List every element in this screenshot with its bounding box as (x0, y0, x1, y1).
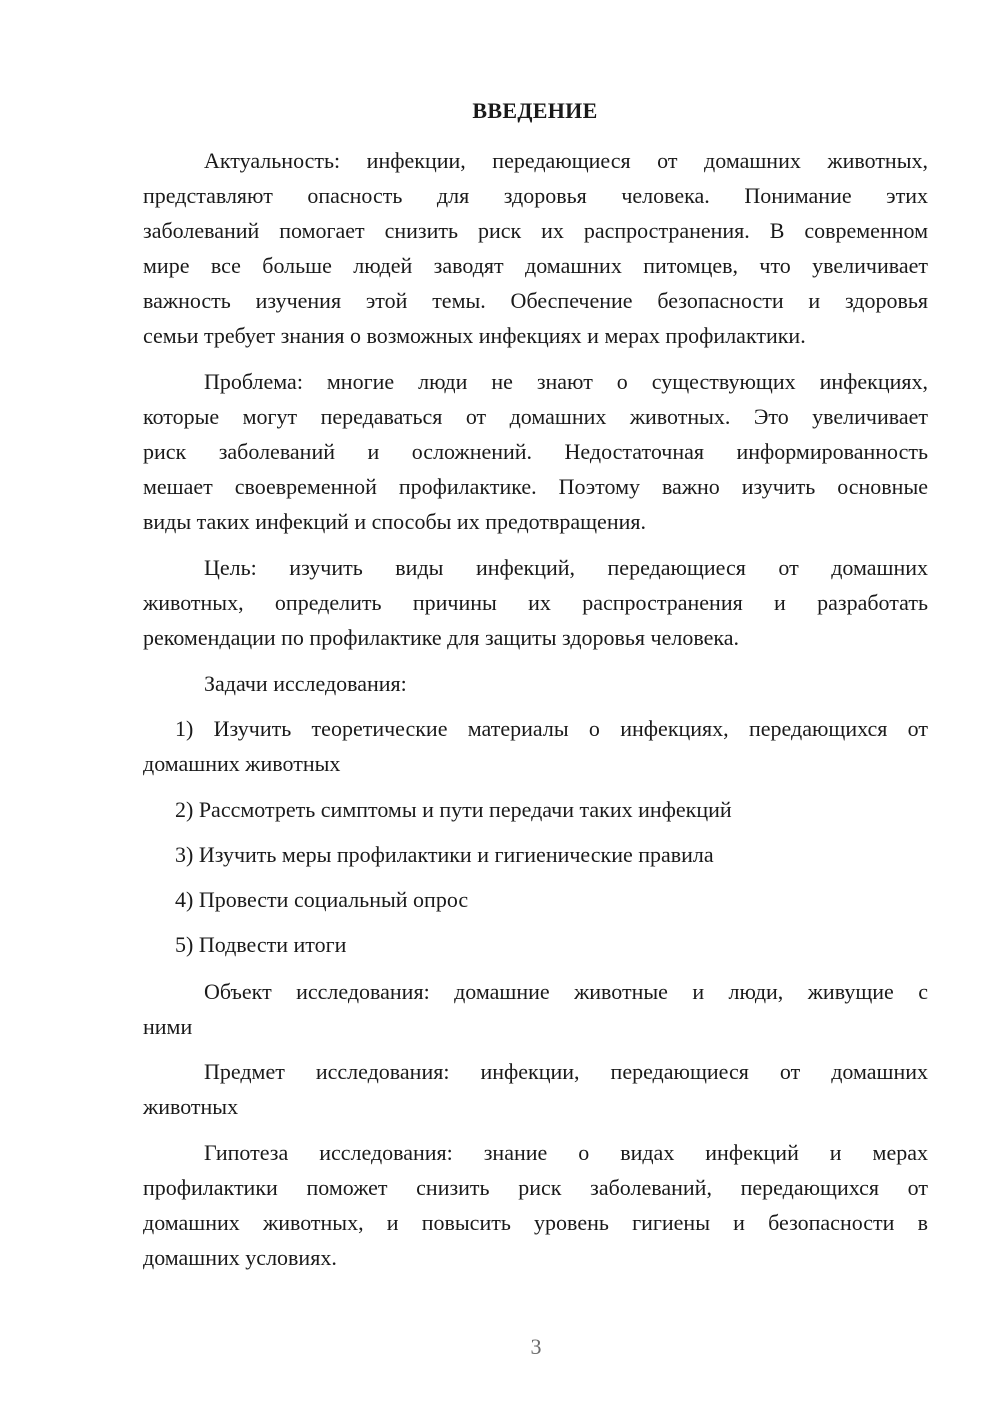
subject-line: Предмет исследования: инфекции, передающиеся от домашних (204, 1059, 928, 1084)
hypothesis-line: домашних животных, и повысить уровень гигиены и безопасности в (143, 1210, 928, 1235)
problem-line: Проблема: многие люди не знают о существующих инфекциях, (204, 369, 928, 394)
object-line: ними (143, 1014, 193, 1039)
relevance-line: представляют опасность для здоровья человека. Понимание этих (143, 183, 928, 208)
goal-line: Цель: изучить виды инфекций, передающиеся от домашних (204, 555, 928, 580)
task-item: 4) Провести социальный опрос (175, 887, 469, 912)
subject-line: животных (143, 1094, 239, 1119)
problem-line: риск заболеваний и осложнений. Недостаточная информированность (143, 439, 928, 464)
object-line: Объект исследования: домашние животные и люди, живущие с (204, 979, 928, 1004)
task-item: 5) Подвести итоги (175, 932, 347, 957)
relevance-line: заболеваний помогает снизить риск их распространения. В современном (143, 218, 928, 243)
goal-line: рекомендации по профилактике для защиты здоровья человека. (143, 625, 739, 650)
problem-line: мешает своевременной профилактике. Поэтому важно изучить основные (143, 474, 928, 499)
relevance-line: семьи требует знания о возможных инфекциях и мерах профилактики. (143, 323, 806, 348)
goal-line: животных, определить причины их распространения и разработать (143, 590, 928, 615)
hypothesis-line: профилактики поможет снизить риск заболеваний, передающихся от (143, 1175, 928, 1200)
problem-line: виды таких инфекций и способы их предотвращения. (143, 509, 646, 534)
hypothesis-line: Гипотеза исследования: знание о видах инфекций и мерах (204, 1140, 928, 1165)
hypothesis-line: домашних условиях. (143, 1245, 337, 1270)
tasks-heading: Задачи исследования: (204, 671, 407, 696)
task-item: 1) Изучить теоретические материалы о инфекциях, передающихся от (175, 716, 928, 741)
problem-line: которые могут передаваться от домашних животных. Это увеличивает (143, 404, 928, 429)
page-title: ВВЕДЕНИЕ (472, 98, 598, 123)
task-item-continuation: домашних животных (143, 751, 341, 776)
task-item: 2) Рассмотреть симптомы и пути передачи таких инфекций (175, 797, 732, 822)
page-number: 3 (530, 1334, 542, 1359)
task-item: 3) Изучить меры профилактики и гигиенические правила (175, 842, 714, 867)
relevance-line: мире все больше людей заводят домашних питомцев, что увеличивает (143, 253, 928, 278)
relevance-line: Актуальность: инфекции, передающиеся от домашних животных, (204, 148, 928, 173)
relevance-line: важность изучения этой темы. Обеспечение безопасности и здоровья (143, 288, 928, 313)
